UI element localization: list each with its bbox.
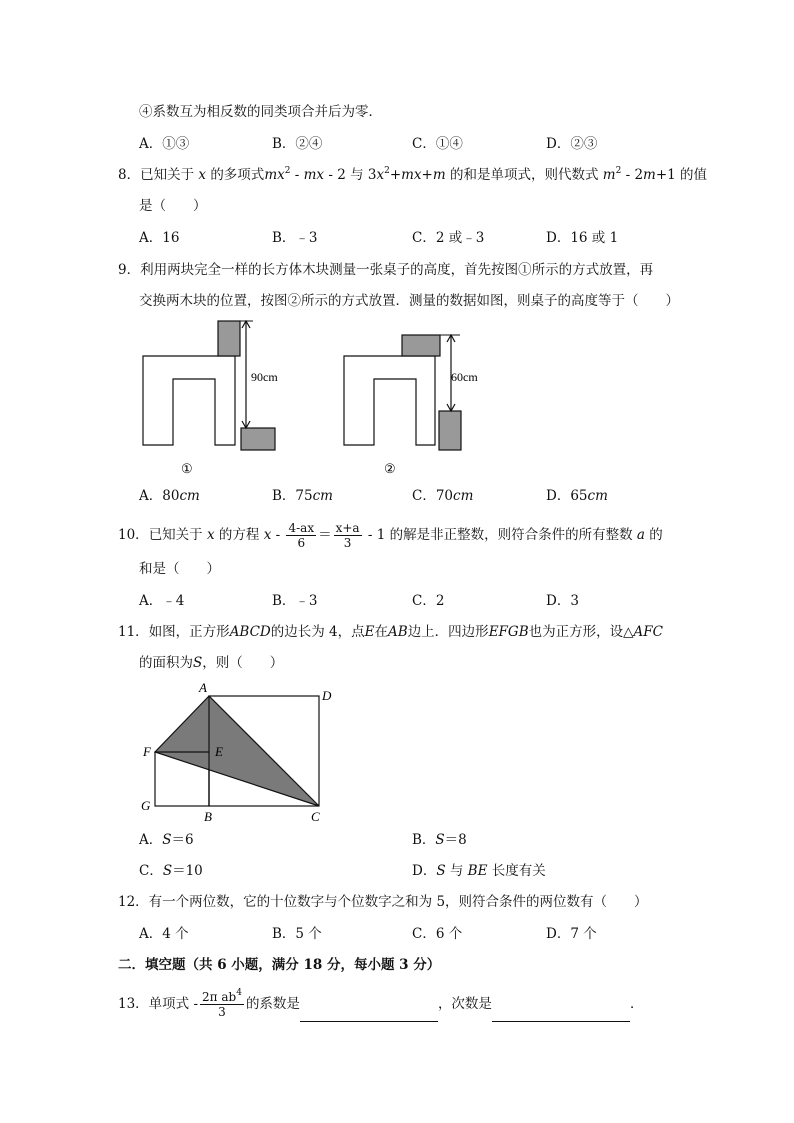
q8-line1: 8．已知关于 x 的多项式$mx^2$ - mx - 2 与 $3x^2+mx+m$ 的和是单项式，则代数式 $m^2 - 2m+1$ 的值 [118,166,708,183]
label-f: F [143,744,151,759]
q11-option-d[interactable]: D．S 与 BE 长度有关 [412,863,546,879]
section2-title: 二．填空题（共 6 小题，满分 18 分，每小题 3 分） [118,957,441,973]
q7-option-b[interactable]: B．②④ [272,136,323,152]
q8-option-d[interactable]: D．16 或 1 [546,230,619,246]
q9-option-a[interactable]: A．80cm [139,488,200,504]
q9-option-d[interactable]: D．65cm [546,488,608,504]
q8-line2: 是（ ） [139,198,207,214]
block-2-top [402,335,440,356]
q13-fraction: $\frac{2\pi ab^4}{3}$ [202,988,242,1019]
q10-line1: 10．已知关于 x 的方程 x - $\frac{4-ax}{6}$ ＝ $\frac{x+a}{3}$ - 1 的解是非正整数，则符合条件的所有整数 a 的 [118,521,663,550]
label-d: D [322,688,332,703]
block-1-floor [241,428,275,450]
q11-figure [135,678,345,826]
q7-statement4: ④系数互为相反数的同类项合并后为零． [139,104,382,120]
q11-line1: 11．如图，正方形ABCD的边长为 4，点E在AB边上．四边形EFGB也为正方形，设△AFC [118,624,663,640]
q10-option-d[interactable]: D．3 [546,593,579,609]
q10-fraction-1: $\frac{4-ax}{6}$ [288,521,315,550]
block-1-top [218,321,240,356]
q9-figure-2 [344,335,478,476]
q7-option-c[interactable]: C．①④ [412,136,463,152]
block-2-floor [439,411,461,450]
q12-option-b[interactable]: B．5 个 [272,926,322,942]
q12-option-c[interactable]: C．6 个 [412,926,463,942]
q9-line2: 交换两木块的位置，按图②所示的方式放置．测量的数据如图，则桌子的高度等于（ ） [139,293,679,309]
q9-option-c[interactable]: C．70cm [412,488,474,504]
fig1-measure-label: 90cm [251,370,278,384]
q12-option-d[interactable]: D．7 个 [546,926,597,942]
label-g: G [141,798,151,813]
label-b: B [204,809,212,824]
q12-line1: 12．有一个两位数，它的十位数字与个位数字之和为 5，则符合条件的两位数有（ ） [118,894,648,910]
q10-option-c[interactable]: C．2 [412,593,445,609]
q10-option-a[interactable]: A．﹣4 [139,593,185,609]
q7-option-d[interactable]: D．②③ [546,136,598,152]
q8-option-a[interactable]: A．16 [139,230,180,246]
q7-option-a[interactable]: A．①③ [139,136,190,152]
fig2-measure-label: 60cm [451,370,478,384]
triangle-afc [155,696,319,806]
q10-line2: 和是（ ） [139,561,220,577]
q11-option-a[interactable]: A．S＝6 [139,832,194,848]
q13-blank-degree[interactable] [492,1007,630,1022]
q9-figure-1 [143,321,278,476]
label-e: E [215,744,223,759]
q9-option-b[interactable]: B．75cm [272,488,333,504]
q11-line2: 的面积为S，则（ ） [139,655,284,671]
q8-option-b[interactable]: B．﹣3 [272,230,318,246]
q10-option-b[interactable]: B．﹣3 [272,593,318,609]
q11-option-c[interactable]: C．S＝10 [139,863,203,879]
q11-option-b[interactable]: B．S＝8 [412,832,467,848]
label-c: C [311,809,320,824]
q9-line1: 9．利用两块完全一样的长方体木块测量一张桌子的高度，首先按图①所示的方式放置，再 [118,262,654,278]
fig2-caption: ② [384,461,396,476]
q13-line1: 13．单项式 - $\frac{2\pi ab^4}{3}$ 的系数是 ，次数是 ． [118,986,643,1022]
table-2 [344,356,435,445]
label-a: A [199,680,207,695]
q8-option-c[interactable]: C．2 或﹣3 [412,230,485,246]
table-1 [143,356,235,445]
fig1-caption: ① [181,461,193,476]
q9-figure [135,315,495,485]
q13-blank-coefficient[interactable] [300,1007,438,1022]
q12-option-a[interactable]: A．4 个 [139,926,189,942]
q10-fraction-2: $\frac{x+a}{3}$ [335,521,360,550]
